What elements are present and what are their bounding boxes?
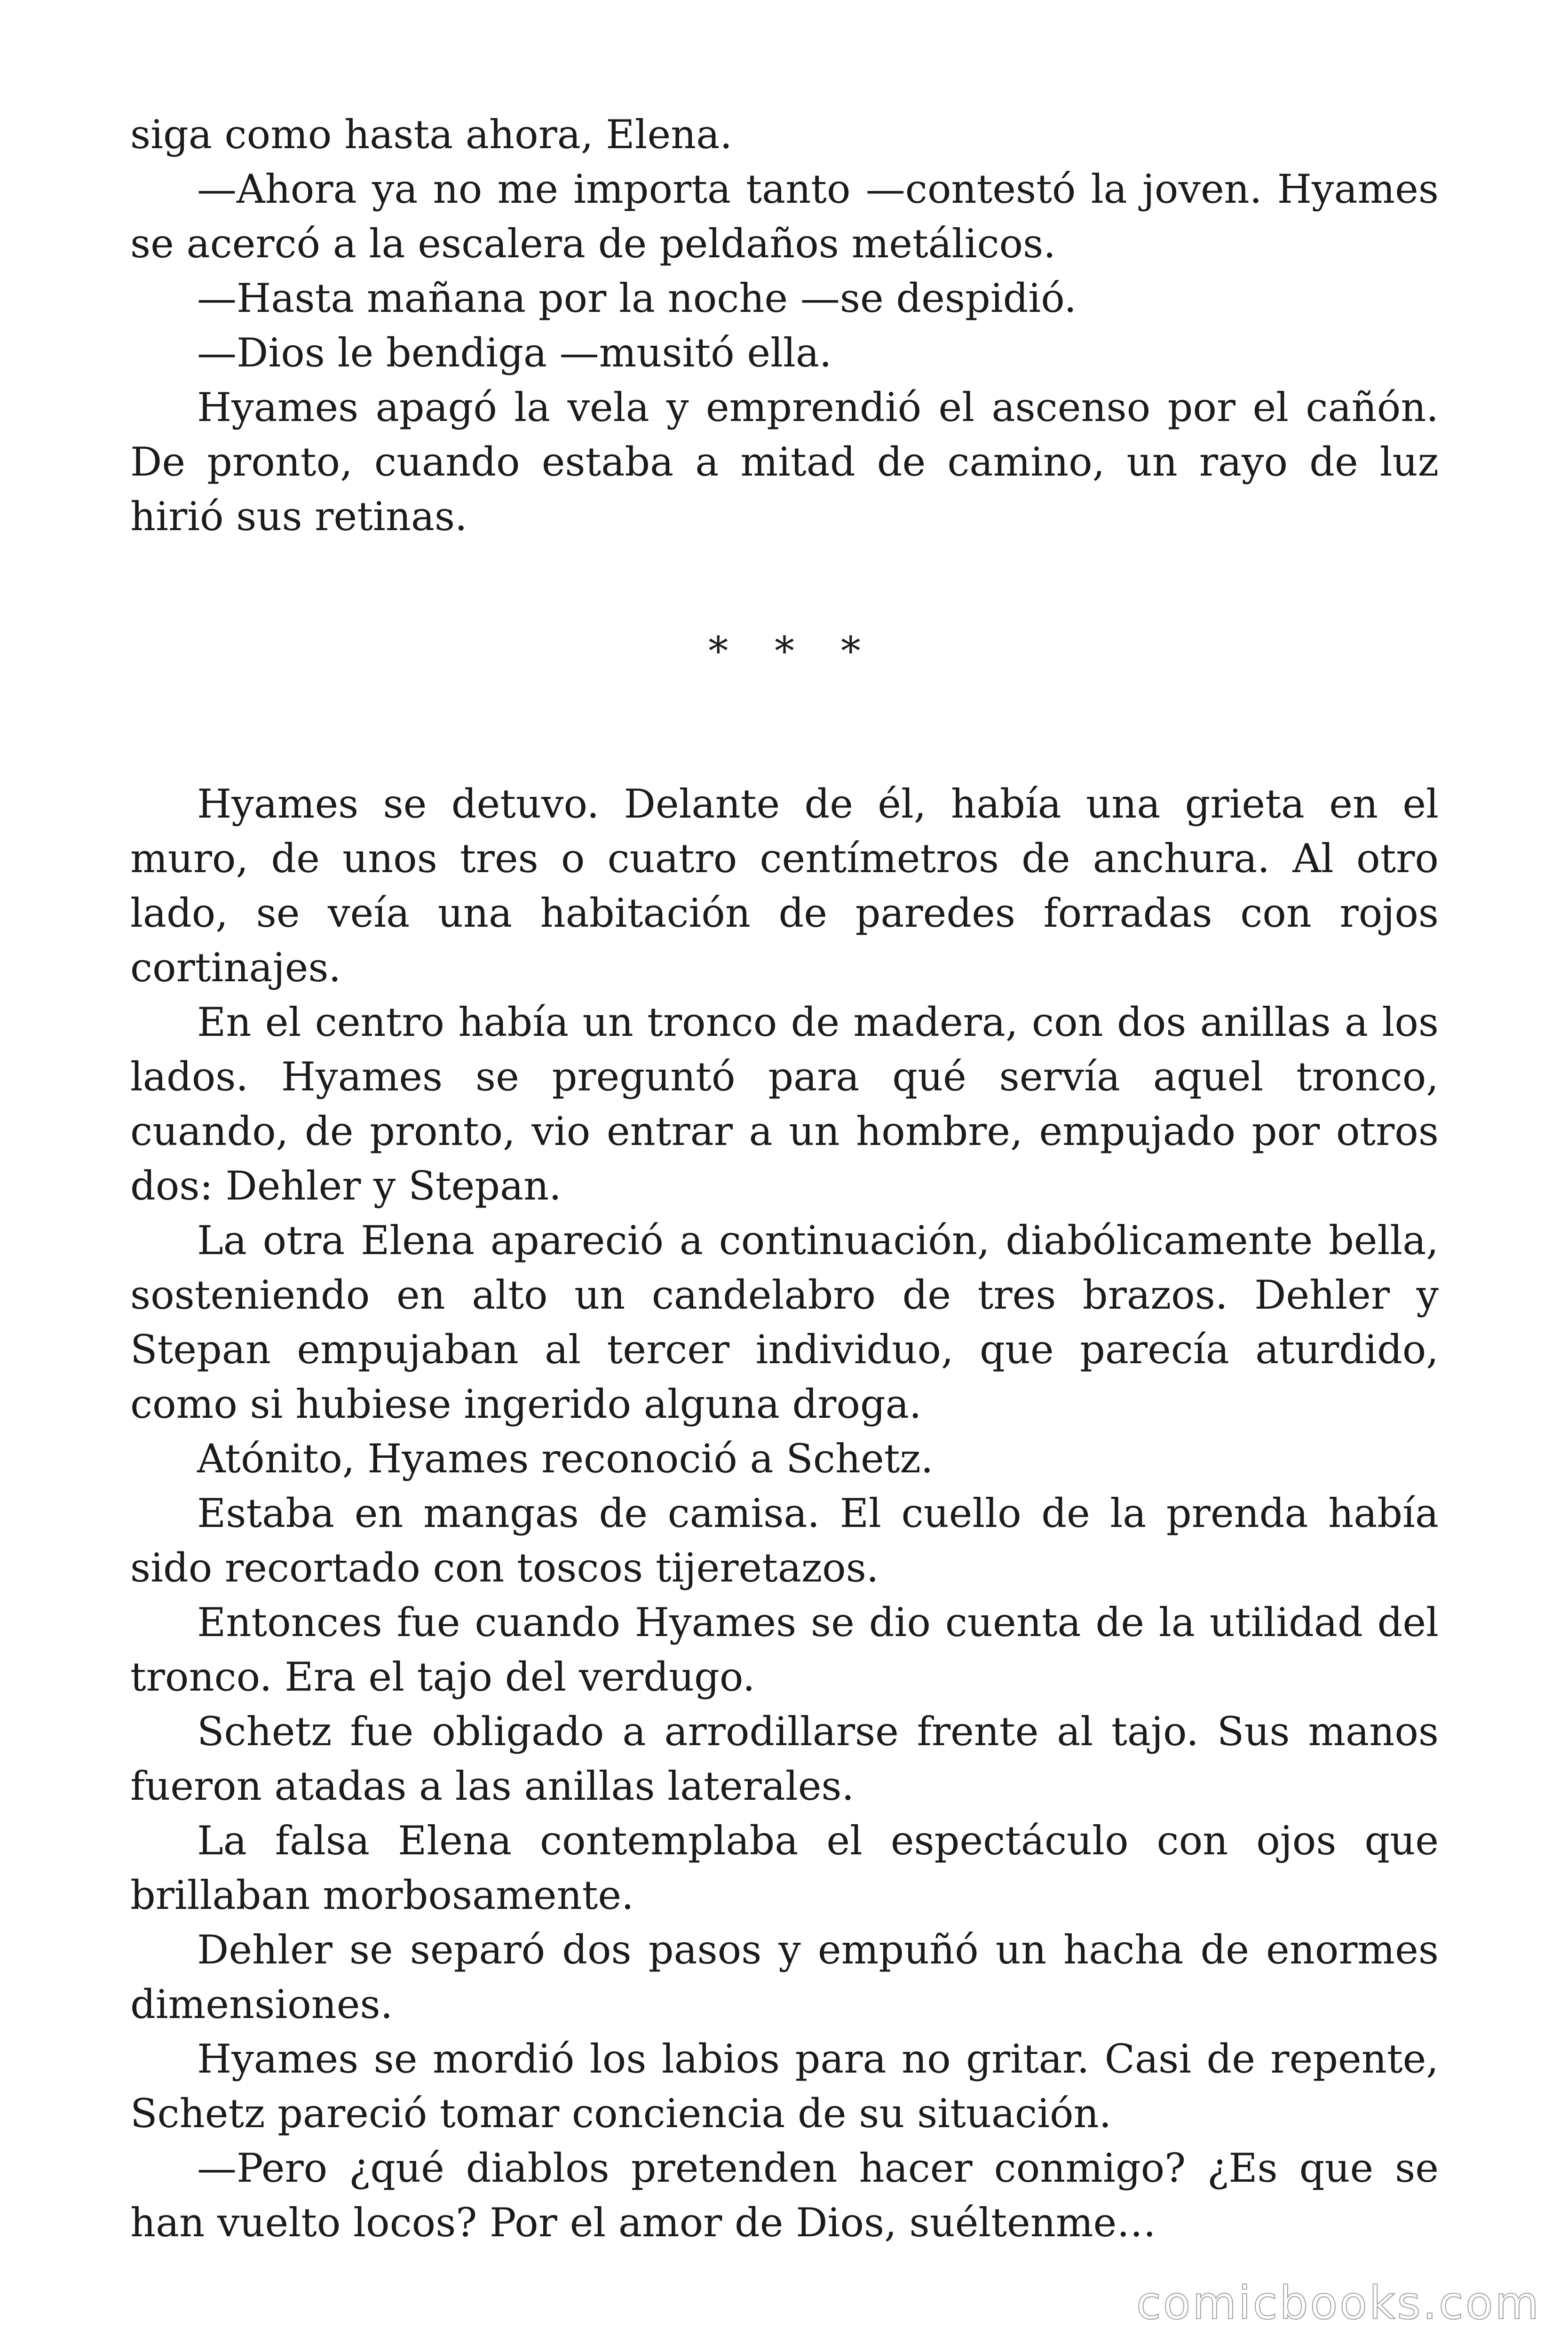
paragraph: Atónito, Hyames reconoció a Schetz. (197, 1436, 934, 1482)
paragraph: Hyames se mordió los labios para no gritar. Casi de repente, Schetz pareció tomar conciencia de su situación. (130, 2036, 1439, 2137)
paragraph: La otra Elena apareció a continuación, diabólicamente bella, sosteniendo en alto un candelabro de tres brazos. Dehler y Stepan empujaban al tercer individuo, que parecía aturdido, como si hubiese ingerido alguna droga. (130, 1217, 1439, 1427)
watermark: comicbooks.com (1136, 2277, 1541, 2329)
text-section-before-break (130, 107, 1439, 544)
paragraph: Schetz fue obligado a arrodillarse frente al tajo. Sus manos fueron atadas a las anillas laterales. (130, 1708, 1439, 1809)
book-page (130, 107, 1439, 2250)
paragraph: —Pero ¿qué diablos pretenden hacer conmigo? ¿Es que se han vuelto locos? Por el amor de Dios, suéltenme… (130, 2145, 1439, 2246)
paragraph: En el centro había un tronco de madera, con dos anillas a los lados. Hyames se preguntó para qué servía aquel tronco, cuando, de pronto, vio entrar a un hombre, empujado por otros dos: Dehler y Stepan. (130, 999, 1439, 1209)
paragraph: Hyames se detuvo. Delante de él, había una grieta en el muro, de unos tres o cuatro centímetros de anchura. Al otro lado, se veía una habitación de paredes forradas con rojos cortinajes. (130, 781, 1439, 991)
paragraph: —Hasta mañana por la noche —se despidió. (197, 275, 1077, 321)
paragraph: Dehler se separó dos pasos y empuñó un hacha de enormes dimensiones. (130, 1927, 1439, 2027)
paragraph: —Ahora ya no me importa tanto —contestó la joven. Hyames se acercó a la escalera de peldaños metálicos. (130, 166, 1439, 267)
paragraph: La falsa Elena contemplaba el espectáculo con ojos que brillaban morbosamente. (130, 1818, 1439, 1918)
paragraph: Hyames apagó la vela y emprendió el ascenso por el cañón. De pronto, cuando estaba a mitad de camino, un rayo de luz hirió sus retinas. (130, 384, 1439, 540)
paragraph: Entonces fue cuando Hyames se dio cuenta de la utilidad del tronco. Era el tajo del verdugo. (130, 1599, 1439, 1700)
paragraph: Estaba en mangas de camisa. El cuello de la prenda había sido recortado con toscos tijeretazos. (130, 1490, 1439, 1591)
scene-break: * * * (708, 628, 878, 674)
paragraph: —Dios le bendiga —musitó ella. (197, 330, 832, 376)
paragraph: siga como hasta ahora, Elena. (130, 111, 733, 158)
text-section-after-break (130, 777, 1439, 2250)
